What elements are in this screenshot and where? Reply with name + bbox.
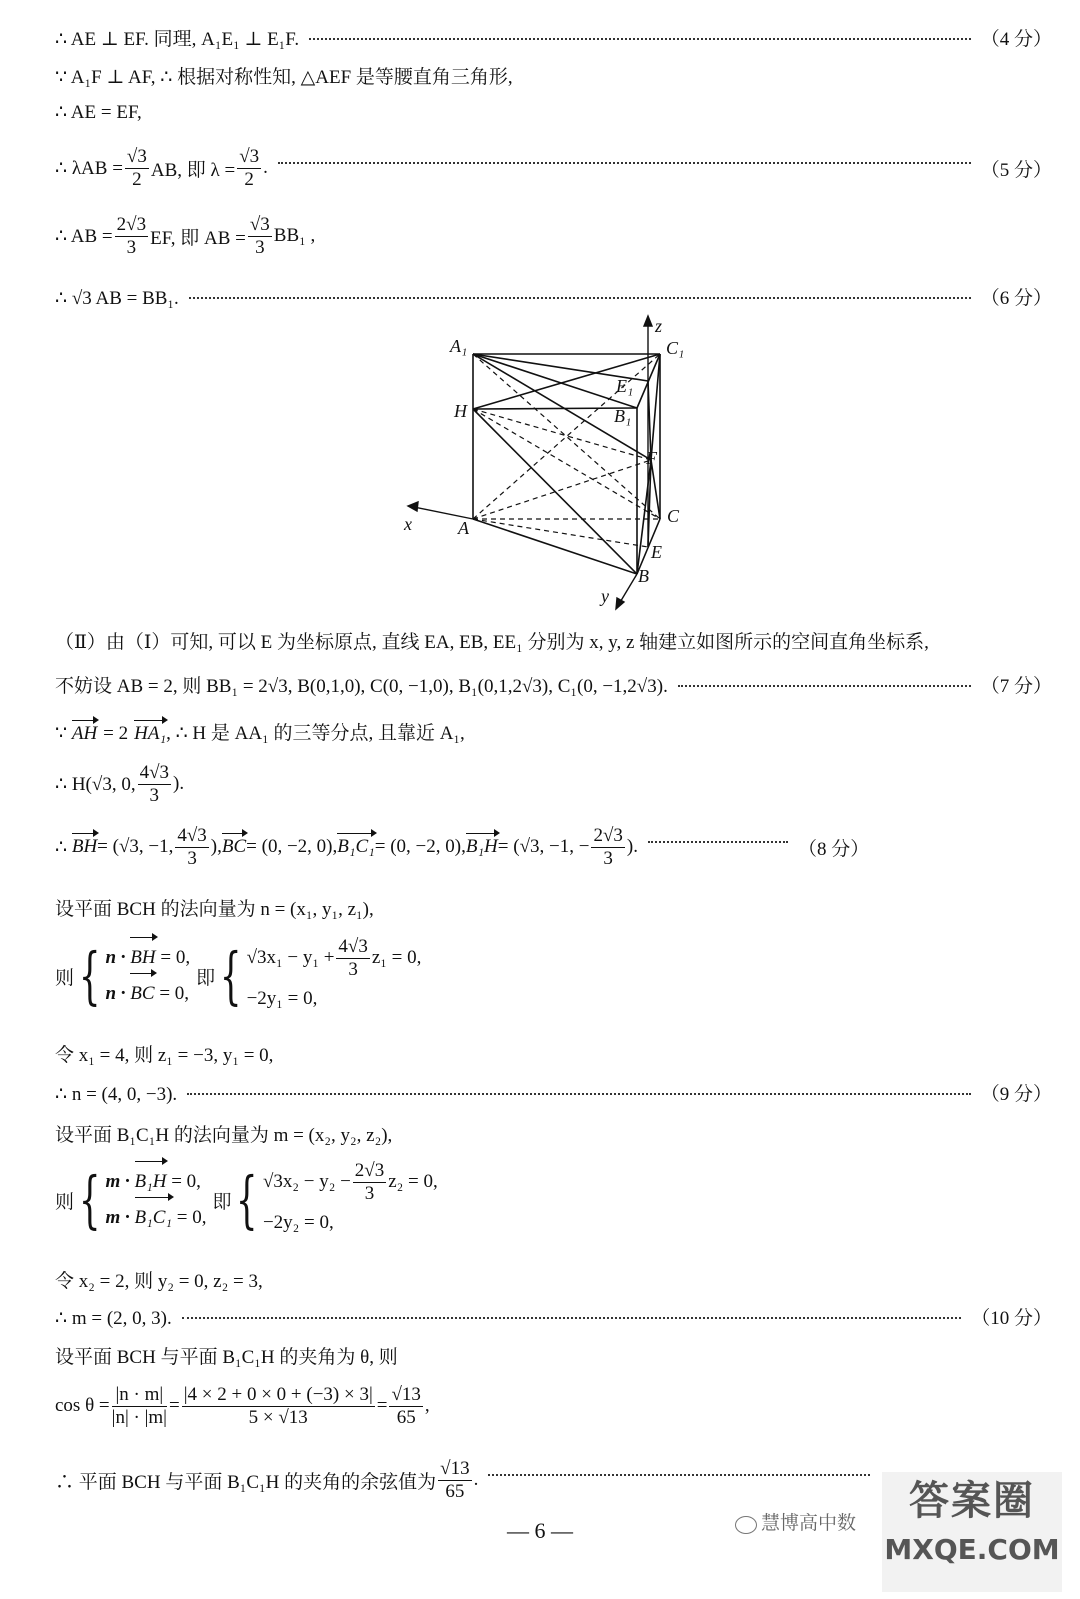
dot-leader (182, 1317, 961, 1319)
denominator: 3 (364, 1182, 375, 1204)
numerator: √13 (440, 1458, 470, 1479)
text: z₁ = 0, (371, 947, 422, 969)
denominator: |n| · |m| (111, 1406, 167, 1428)
text: n · (105, 983, 126, 1005)
solution-line-12 (55, 894, 1052, 921)
denominator: 2 (132, 168, 142, 190)
denominator: 3 (603, 847, 613, 869)
text: ∴ 平面 BCH 与平面 B₁C₁H 的夹角的余弦值为 (55, 1471, 437, 1493)
text: √3x₂ − y₂ − (262, 1171, 351, 1193)
text: n · (105, 947, 126, 969)
denominator: 65 (396, 1406, 416, 1428)
text: = (√3, −1, (97, 836, 174, 858)
dot-leader (488, 1474, 870, 1476)
fraction (591, 825, 624, 870)
text: = 0, (171, 1171, 201, 1193)
score-label: （4 分） (980, 29, 1052, 50)
numerator: |n · m| (112, 1384, 167, 1407)
text: ∴ AE ⊥ EF. 同理, A₁E₁ ⊥ E₁F. (55, 29, 300, 50)
text: = 0, (159, 983, 190, 1005)
fraction (182, 1384, 375, 1429)
fraction (438, 1458, 471, 1503)
label-c1: C₁ (666, 338, 685, 358)
system-stack (105, 1164, 206, 1236)
denominator: 3 (255, 236, 265, 258)
solution-line-6 (55, 283, 1052, 310)
vector-b1c1: B₁C₁ (337, 836, 375, 858)
label-b: B (638, 566, 649, 586)
fraction (125, 146, 149, 191)
text: m · (105, 1171, 130, 1193)
fraction (389, 1384, 422, 1429)
text: 设平面 B₁C₁H 的法向量为 m = (x₂, y₂, z₂), (55, 1125, 393, 1146)
solution-line-14 (55, 1079, 1052, 1106)
fraction (112, 1384, 167, 1429)
solution-line-20 (55, 1458, 880, 1503)
logo-text: 答案圈 (909, 1478, 1035, 1524)
line-hb (473, 409, 637, 574)
vector-bh: BH (71, 836, 98, 858)
label-z: z (655, 316, 663, 336)
x-axis-arrow (408, 502, 418, 511)
numerator: √13 (391, 1384, 421, 1405)
label-f: F (646, 448, 657, 468)
solution-line-9 (55, 718, 1052, 745)
numerator: √3 (249, 214, 270, 235)
denominator: 3 (348, 958, 358, 980)
text: = 2 (103, 723, 129, 744)
brace-icon: { (236, 1163, 259, 1237)
fraction (175, 825, 208, 870)
score-label: （9 分） (980, 1084, 1052, 1105)
fraction (353, 1160, 386, 1205)
dot-leader (278, 162, 971, 164)
system-row (263, 1205, 438, 1241)
text: ∴ H(√3, 0, (55, 773, 136, 795)
text: = (0, −2, 0), (374, 836, 466, 858)
vector-ha1: HA₁ (134, 723, 167, 744)
text: 令 x₁ = 4, 则 z₁ = −3, y₁ = 0, (55, 1045, 274, 1066)
system-row (263, 1160, 438, 1205)
vector-bc: BC (130, 976, 154, 1012)
fraction (138, 762, 171, 807)
prism-figure (390, 312, 710, 612)
vector-ah: AH (71, 723, 98, 744)
text: , (424, 1395, 430, 1417)
text: . (263, 157, 268, 179)
denominator: 3 (187, 847, 197, 869)
text: 不妨设 AB = 2, 则 BB₁ = 2√3, B(0,1,0), C(0, −1,0), B₁(0,1,2√3), C₁(0, −1,2√3). (55, 676, 668, 697)
solution-line-4 (55, 146, 1052, 191)
dot-leader (678, 685, 971, 687)
fraction (248, 214, 272, 259)
text: = (0, −2, 0), (246, 836, 338, 858)
solution-line-18 (55, 1342, 1052, 1369)
vector-bc: BC (221, 836, 247, 858)
text: ). (626, 836, 638, 858)
text: ∴ √3 AB = BB₁. (55, 288, 179, 309)
denominator: 2 (244, 168, 254, 190)
solution-line-17 (55, 1303, 1052, 1330)
label-a1: A₁ (450, 336, 468, 356)
edge-ab (473, 519, 637, 574)
label-h: H (454, 401, 467, 421)
page-number: — 6 — (507, 1518, 573, 1543)
solution-line-16 (55, 1266, 1052, 1293)
numerator: √3 (239, 146, 260, 167)
text: = 0, (160, 947, 191, 969)
text: ), (210, 836, 222, 858)
line-c1f (651, 354, 660, 460)
system-row (105, 976, 190, 1012)
text: ). (173, 773, 185, 795)
therefore-symbol: ∴ (55, 836, 72, 858)
solution-line-11 (55, 825, 1052, 870)
label-b1: B₁ (614, 406, 632, 426)
wechat-account-text: 慧博高中数 (761, 1513, 857, 1534)
system-row (105, 1164, 206, 1200)
denominator: 65 (445, 1480, 465, 1502)
text: 即 (212, 1191, 232, 1213)
fraction (336, 936, 369, 981)
solution-line-15 (55, 1120, 1052, 1147)
vector-b1h: B₁H (135, 1164, 167, 1200)
line-hb1 (473, 408, 637, 409)
brace-icon: { (219, 939, 242, 1013)
text: BB₁ , (273, 225, 316, 247)
dot-leader (648, 841, 788, 843)
score-label: （8 分） (797, 838, 870, 860)
y-axis (619, 574, 637, 604)
text: AB, 即 λ = (150, 159, 236, 181)
brace-icon: { (78, 939, 101, 1013)
system-stack (263, 1160, 438, 1241)
text: , ∴ H 是 AA₁ 的三等分点, 且靠近 A₁, (166, 723, 465, 744)
label-c: C (667, 506, 680, 526)
score-label: （10 分） (971, 1308, 1052, 1329)
text: ∴ λAB = (55, 157, 123, 179)
fraction (237, 146, 261, 191)
system-stack (105, 940, 190, 1012)
text: EF, 即 AB = (150, 227, 246, 249)
dot-leader (187, 1093, 971, 1095)
vector-bh: BH (130, 940, 155, 976)
text: 设平面 BCH 与平面 B₁C₁H 的夹角为 θ, 则 (55, 1347, 398, 1368)
because-symbol: ∵ (55, 723, 72, 744)
text: cos θ = (55, 1395, 110, 1417)
wechat-icon (735, 1516, 757, 1534)
text: −2y₂ = 0, (262, 1211, 334, 1233)
numerator: 4√3 (139, 762, 170, 783)
system-row (247, 981, 422, 1017)
solution-line-19 (55, 1384, 1052, 1429)
denominator: 3 (149, 784, 160, 806)
denominator: 3 (126, 236, 137, 258)
numerator: |4 × 2 + 0 × 0 + (−3) × 3| (183, 1384, 373, 1405)
solution-line-1 (55, 24, 1052, 51)
score-label: （7 分） (980, 676, 1052, 697)
solution-line-10 (55, 762, 1052, 807)
edge-a1b1 (473, 354, 637, 408)
text: 即 (196, 967, 216, 989)
solution-line-2 (55, 62, 1052, 89)
equation-system-2 (55, 1160, 1052, 1241)
text: 则 (55, 1191, 75, 1213)
fraction (115, 214, 148, 259)
system-row (105, 1200, 206, 1236)
text: z₂ = 0, (388, 1171, 438, 1193)
label-x: x (404, 514, 412, 534)
numerator: 2√3 (593, 825, 623, 846)
text: ∴ AB = (55, 225, 113, 247)
text: ∴ AE = EF, (55, 102, 142, 123)
text: ∵ A₁F ⊥ AF, ∴ 根据对称性知, △AEF 是等腰直角三角形, (55, 67, 513, 88)
text: （Ⅱ）由（Ⅰ）可知, 可以 E 为坐标原点, 直线 EA, EB, EE₁ 分别为 x, y, z 轴建立如图所示的空间直角坐标系, (55, 632, 929, 653)
solution-line-5 (55, 214, 1052, 259)
text: 令 x₂ = 2, 则 y₂ = 0, z₂ = 3, (55, 1271, 263, 1292)
text: = (168, 1395, 180, 1417)
text: . (473, 1469, 479, 1491)
text: = (376, 1395, 388, 1417)
numerator: 4√3 (338, 936, 368, 957)
system-row (247, 936, 422, 981)
solution-line-8 (55, 671, 1052, 698)
dash-af (473, 460, 651, 519)
solution-line-7 (55, 627, 1052, 654)
z-axis-arrow (644, 316, 652, 326)
solution-line-13 (55, 1040, 1052, 1067)
solution-line-3 (55, 101, 1052, 124)
brace-icon: { (78, 1163, 101, 1237)
dash-ae (473, 519, 648, 547)
dot-leader (309, 38, 971, 40)
text: = (√3, −1, − (497, 836, 590, 858)
system-stack (247, 936, 422, 1017)
denominator: 5 × √13 (248, 1406, 308, 1428)
label-e1: E₁ (616, 376, 634, 396)
site-text: MXQE.COM (884, 1533, 1060, 1566)
left-system (74, 1164, 206, 1236)
vector-b1h: B₁H (465, 836, 498, 858)
y-axis-arrow (616, 598, 624, 609)
right-system (215, 936, 421, 1017)
line-fc (651, 460, 660, 519)
text: ∴ n = (4, 0, −3). (55, 1084, 178, 1105)
site-watermark (882, 1472, 1062, 1592)
label-e: E (651, 542, 662, 562)
text: 则 (55, 967, 75, 989)
numerator: 4√3 (177, 825, 207, 846)
wechat-watermark (735, 1508, 856, 1535)
text: 设平面 BCH 的法向量为 n = (x₁, y₁, z₁), (55, 899, 374, 920)
score-label: （5 分） (980, 159, 1052, 181)
left-system (74, 940, 190, 1012)
equation-system-1 (55, 936, 1052, 1017)
score-label: （6 分） (980, 288, 1052, 309)
label-a: A (458, 518, 469, 538)
system-row (105, 940, 190, 976)
vector-b1c1: B₁C₁ (135, 1200, 173, 1236)
numerator: √3 (126, 146, 147, 167)
right-system (231, 1160, 437, 1241)
dot-leader (189, 297, 971, 299)
text: √3x₁ − y₁ + (246, 947, 335, 969)
text: −2y₁ = 0, (246, 987, 318, 1009)
numerator: 2√3 (354, 1160, 385, 1181)
numerator: 2√3 (116, 214, 147, 235)
text: ∴ m = (2, 0, 3). (55, 1308, 172, 1329)
text: m · (105, 1207, 130, 1229)
label-y: y (601, 586, 609, 606)
text: = 0, (176, 1207, 207, 1229)
